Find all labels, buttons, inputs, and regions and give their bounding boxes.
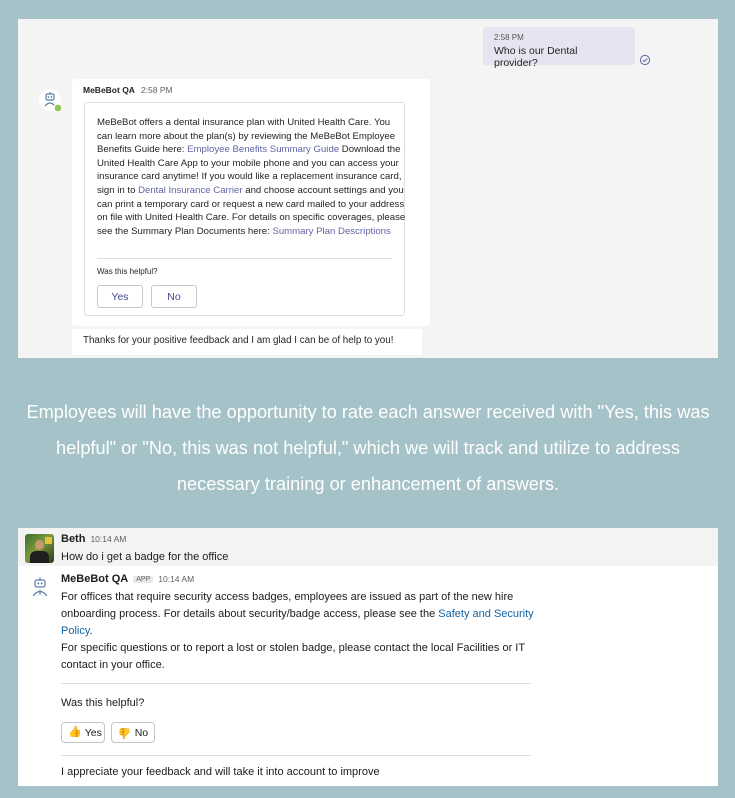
- helpful-question: Was this helpful?: [97, 267, 158, 276]
- bot-message-time: 10:14 AM: [158, 574, 195, 584]
- bot-message-time: 2:58 PM: [140, 85, 173, 95]
- thumbs-up-icon: 👍: [68, 726, 82, 738]
- bot-thanks-message: Thanks for your positive feedback and I am glad I can be of help to you!: [72, 329, 422, 355]
- benefits-guide-link[interactable]: Employee Benefits Summary Guide: [187, 144, 340, 156]
- yes-button[interactable]: Yes: [97, 285, 143, 308]
- bot-message-card: [72, 79, 430, 326]
- bot-name[interactable]: MeBeBot QA: [61, 573, 129, 585]
- slack-chat-panel: [18, 528, 718, 786]
- helpful-question: Was this helpful?: [61, 697, 145, 709]
- user-message-header: [61, 533, 126, 545]
- user-name[interactable]: Beth: [61, 533, 86, 545]
- no-button[interactable]: [111, 722, 155, 743]
- bot-icon: [38, 88, 64, 114]
- bot-thanks-message: I appreciate your feedback and will take it into account to improve: [61, 766, 380, 778]
- bot-message-header: [61, 573, 194, 585]
- answer-text-part: MeBeBot offers a dental insurance plan with United Health Care. You can learn more about the plan(s) by reviewing the MeBeBot Employee Benefits Guide here:: [97, 117, 396, 156]
- answer-text-part: For specific questions or to report a lost or stolen badge, please contact the local Facilities or IT contact in your office.: [61, 642, 525, 671]
- bot-name: MeBeBot QA: [83, 85, 135, 95]
- bot-answer-text: [97, 116, 407, 238]
- no-label: No: [134, 726, 149, 739]
- user-message-time: 2:58 PM: [494, 33, 524, 42]
- teams-chat-panel: [18, 19, 718, 358]
- divider: [61, 755, 531, 756]
- answer-text-part: and choose account settings and you can print a temporary card or request a new card mailed to your address on file with United Health Care. For details on specific coverages, please see the Summary Plan Documents here:: [97, 184, 406, 237]
- check-circle-icon: [639, 54, 651, 66]
- answer-text-part: .: [89, 625, 93, 637]
- divider: [61, 683, 531, 684]
- app-badge: APP: [133, 576, 153, 583]
- plan-descriptions-link[interactable]: Summary Plan Descriptions: [272, 225, 391, 237]
- divider: [97, 258, 392, 259]
- yes-button[interactable]: [61, 722, 105, 743]
- thumbs-down-icon: 👍: [118, 727, 132, 739]
- bot-message-header: [83, 85, 173, 95]
- bot-icon[interactable]: [30, 576, 50, 600]
- avatar[interactable]: [25, 534, 54, 563]
- answer-text-part: Download the United Health Care App to your mobile phone and you can access your insurance card anytime! If you would like a replacement insurance card, sign in to: [97, 144, 402, 196]
- answer-text-part: For offices that require security access badges, employees are issued as part of the new hire onboarding process. For details about security/badge access, please see the: [61, 591, 514, 620]
- user-message-text: How do i get a badge for the office: [61, 551, 229, 563]
- bot-answer-text: [61, 589, 536, 674]
- adaptive-card: [84, 102, 405, 316]
- user-message-text: Who is our Dental provider?: [494, 45, 578, 69]
- security-policy-link[interactable]: Safety and Security Policy: [61, 608, 534, 637]
- user-message-time: 10:14 AM: [90, 534, 127, 544]
- dental-carrier-link[interactable]: Dental Insurance Carrier: [138, 184, 243, 196]
- yes-label: Yes: [84, 726, 102, 739]
- user-message-bubble: [483, 27, 635, 69]
- no-button[interactable]: No: [151, 285, 197, 308]
- caption-text: Employees will have the opportunity to rate each answer received with "Yes, this was helpful" or "No, this was not helpful," which we will track and utilize to address necessary training or enhancement of answers.: [26, 402, 710, 494]
